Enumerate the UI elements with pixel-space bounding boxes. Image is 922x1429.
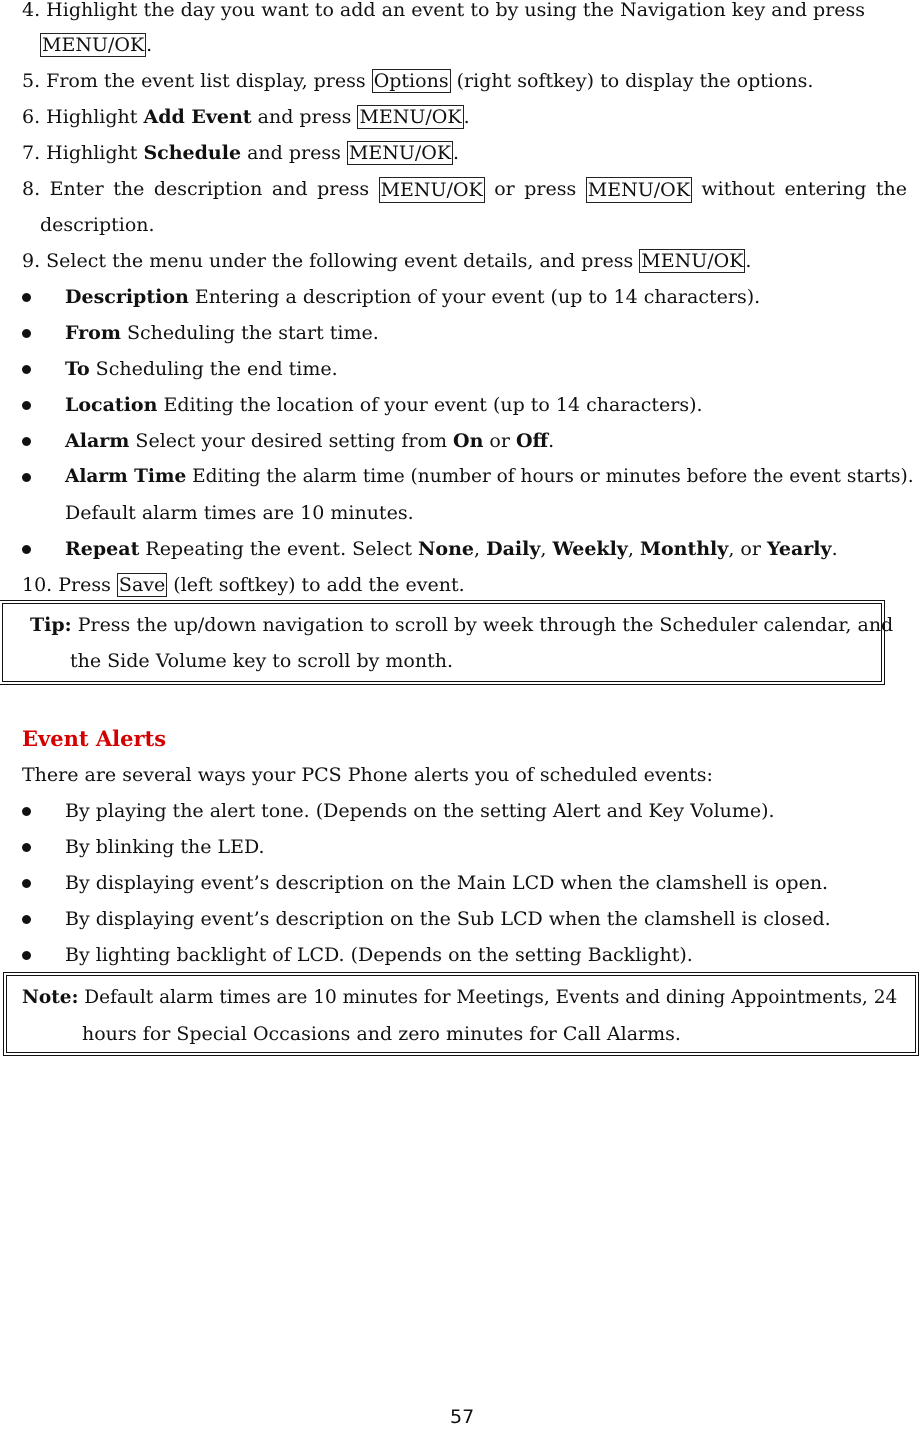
step-8: 8. Enter the description and press MENU/OK or press MENU/OK without entering the	[22, 178, 907, 201]
step-6: 6. Highlight Add Event and press MENU/OK .	[22, 106, 470, 128]
step-5: 5. From the event list display, press Options (right softkey) to display the options.	[22, 70, 814, 92]
key-menu-ok: MENU/OK	[348, 142, 452, 164]
bullet	[22, 293, 31, 302]
tip-label: Tip:	[30, 614, 72, 636]
alert-item: By displaying event’s description on the Main LCD when the clamshell is open.	[65, 872, 829, 894]
key-options: Options	[373, 70, 449, 92]
bullet	[22, 843, 31, 852]
bullet	[22, 879, 31, 888]
key-save: Save	[118, 574, 166, 596]
key-menu-ok: MENU/OK	[587, 179, 690, 201]
bullet	[22, 329, 31, 338]
key-menu-ok: MENU/OK	[42, 34, 145, 56]
bullet	[22, 437, 31, 446]
detail-description: Description Entering a description of your event (up to 14 characters).	[65, 286, 761, 308]
page-number: 57	[450, 1406, 475, 1428]
alert-item: By displaying event’s description on the Sub LCD when the clamshell is closed.	[65, 908, 831, 930]
detail-repeat: Repeat Repeating the event. Select None, Daily, Weekly, Monthly, or Yearly.	[65, 538, 838, 560]
bullet	[22, 807, 31, 816]
step-7: 7. Highlight Schedule and press MENU/OK .	[22, 142, 460, 164]
detail-to: To Scheduling the end time.	[65, 358, 338, 380]
bullet	[22, 545, 31, 554]
detail-alarm: Alarm Select your desired setting from On or Off.	[65, 430, 555, 452]
note-line-1: Note: Default alarm times are 10 minutes for Meetings, Events and dining Appointments, 24	[22, 987, 898, 1008]
key-menu-ok: MENU/OK	[641, 250, 744, 272]
alert-item: By lighting backlight of LCD. (Depends on the setting Backlight).	[65, 944, 693, 966]
bullet	[22, 473, 31, 482]
detail-alarm-time: Alarm Time Editing the alarm time (number of hours or minutes before the event starts).	[65, 466, 914, 487]
bullet	[22, 951, 31, 960]
step-9: 9. Select the menu under the following event details, and press MENU/OK .	[22, 250, 752, 272]
step-10: 10. Press Save (left softkey) to add the event.	[22, 574, 465, 596]
step-8-cont: description.	[40, 214, 155, 236]
alerts-intro: There are several ways your PCS Phone alerts you of scheduled events:	[22, 764, 713, 786]
detail-from: From Scheduling the start time.	[65, 322, 379, 344]
bullet	[22, 401, 31, 410]
section-heading: Event Alerts	[22, 726, 167, 751]
bullet	[22, 365, 31, 374]
key-menu-ok: MENU/OK	[359, 106, 462, 128]
alert-item: By blinking the LED.	[65, 836, 265, 858]
note-label: Note:	[22, 987, 79, 1008]
key-menu-ok: MENU/OK	[380, 179, 483, 201]
detail-location: Location Editing the location of your event (up to 14 characters).	[65, 394, 703, 416]
step-4-line: 4. Highlight the day you want to add an event to by using the Navigation key and press	[22, 0, 866, 21]
detail-alarm-time-cont: Default alarm times are 10 minutes.	[65, 502, 414, 524]
tip-line-2: the Side Volume key to scroll by month.	[70, 650, 454, 672]
step-4-cont: MENU/OK .	[42, 34, 153, 56]
bullet	[22, 915, 31, 924]
note-line-2: hours for Special Occasions and zero minutes for Call Alarms.	[82, 1023, 681, 1045]
alert-item: By playing the alert tone. (Depends on the setting Alert and Key Volume).	[65, 800, 775, 822]
tip-line-1: Tip: Press the up/down navigation to scroll by week through the Scheduler calendar, and	[30, 614, 894, 636]
